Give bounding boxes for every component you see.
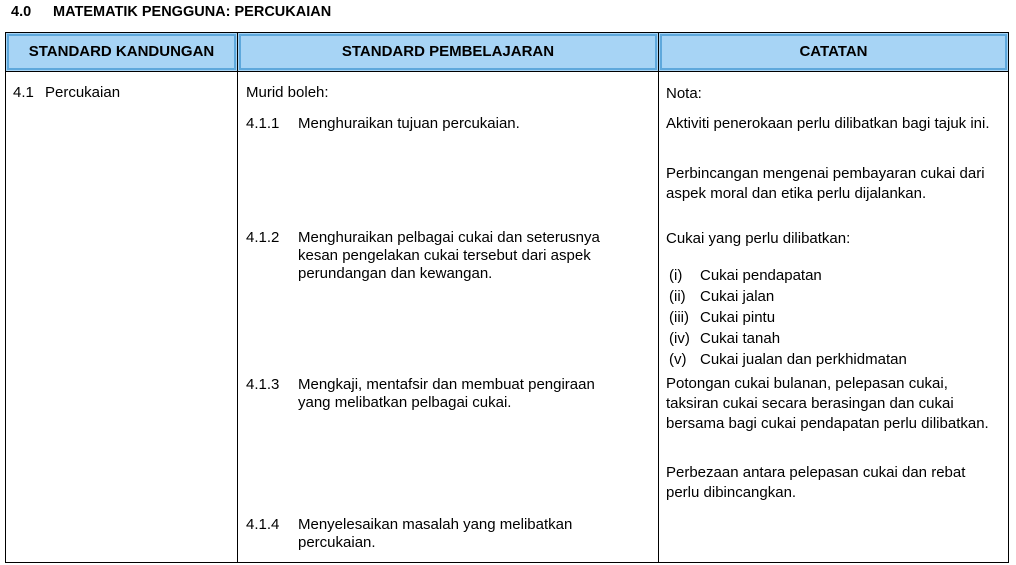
pembelajaran-item	[246, 115, 636, 133]
item-number: 4.1.4	[246, 516, 280, 533]
list-item: (iv) Cukai tanah	[669, 330, 781, 347]
kandungan-item	[13, 84, 120, 101]
pembelajaran-item	[246, 376, 621, 412]
catatan-note: Potongan cukai bulanan, pelepasan cukai, taksiran cukai secara berasingan dan cukai bersama bagi cukai pendapatan perlu dilibatkan.	[666, 375, 989, 432]
catatan-note: Perbezaan antara pelepasan cukai dan rebat perlu dibincangkan.	[666, 464, 966, 501]
list-item: (ii) Cukai jalan	[669, 288, 775, 305]
catatan-note: Cukai yang perlu dilibatkan:	[666, 230, 851, 247]
kandungan-label: Percukaian	[45, 84, 121, 101]
item-number: 4.1.2	[246, 229, 280, 246]
nota-label: Nota:	[666, 85, 702, 102]
header-row	[6, 33, 1009, 72]
catatan-note: Perbincangan mengenai pembayaran cukai dari aspek moral dan etika perlu dijalankan.	[666, 165, 985, 202]
item-text: Menghuraikan tujuan percukaian.	[298, 115, 520, 132]
list-item: (i) Cukai pendapatan	[669, 267, 822, 284]
pembelajaran-item	[246, 516, 621, 552]
item-number: 4.1.3	[246, 376, 280, 393]
item-text: Menghuraikan pelbagai cukai dan seterusnya kesan pengelakan cukai tersebut dari aspek perundangan dan kewangan.	[298, 229, 600, 282]
item-text: Menyelesaikan masalah yang melibatkan percukaian.	[298, 516, 573, 551]
header-standard-kandungan: STANDARD KANDUNGAN	[6, 33, 238, 72]
section-number: 4.0	[11, 4, 32, 20]
header-catatan: CATATAN	[659, 33, 1009, 72]
catatan-note: Aktiviti penerokaan perlu dilibatkan bagi tajuk ini.	[666, 115, 990, 132]
pembelajaran-cell	[238, 72, 659, 563]
pembelajaran-item	[246, 229, 636, 283]
item-number: 4.1.1	[246, 115, 280, 132]
header-standard-pembelajaran: STANDARD PEMBELAJARAN	[238, 33, 659, 72]
item-text: Mengkaji, mentafsir dan membuat pengiraan yang melibatkan pelbagai cukai.	[298, 376, 595, 411]
curriculum-table	[5, 32, 1009, 563]
kandungan-number: 4.1	[13, 84, 34, 101]
pembelajaran-lead: Murid boleh:	[246, 84, 329, 101]
section-title	[11, 4, 331, 20]
section-heading: MATEMATIK PENGGUNA: PERCUKAIAN	[53, 4, 332, 20]
kandungan-cell	[6, 72, 238, 563]
cukai-list	[669, 265, 907, 370]
catatan-cell	[659, 72, 1009, 563]
list-item: (v) Cukai jualan dan perkhidmatan	[669, 351, 907, 368]
table-row	[6, 72, 1009, 563]
list-item: (iii) Cukai pintu	[669, 309, 776, 326]
